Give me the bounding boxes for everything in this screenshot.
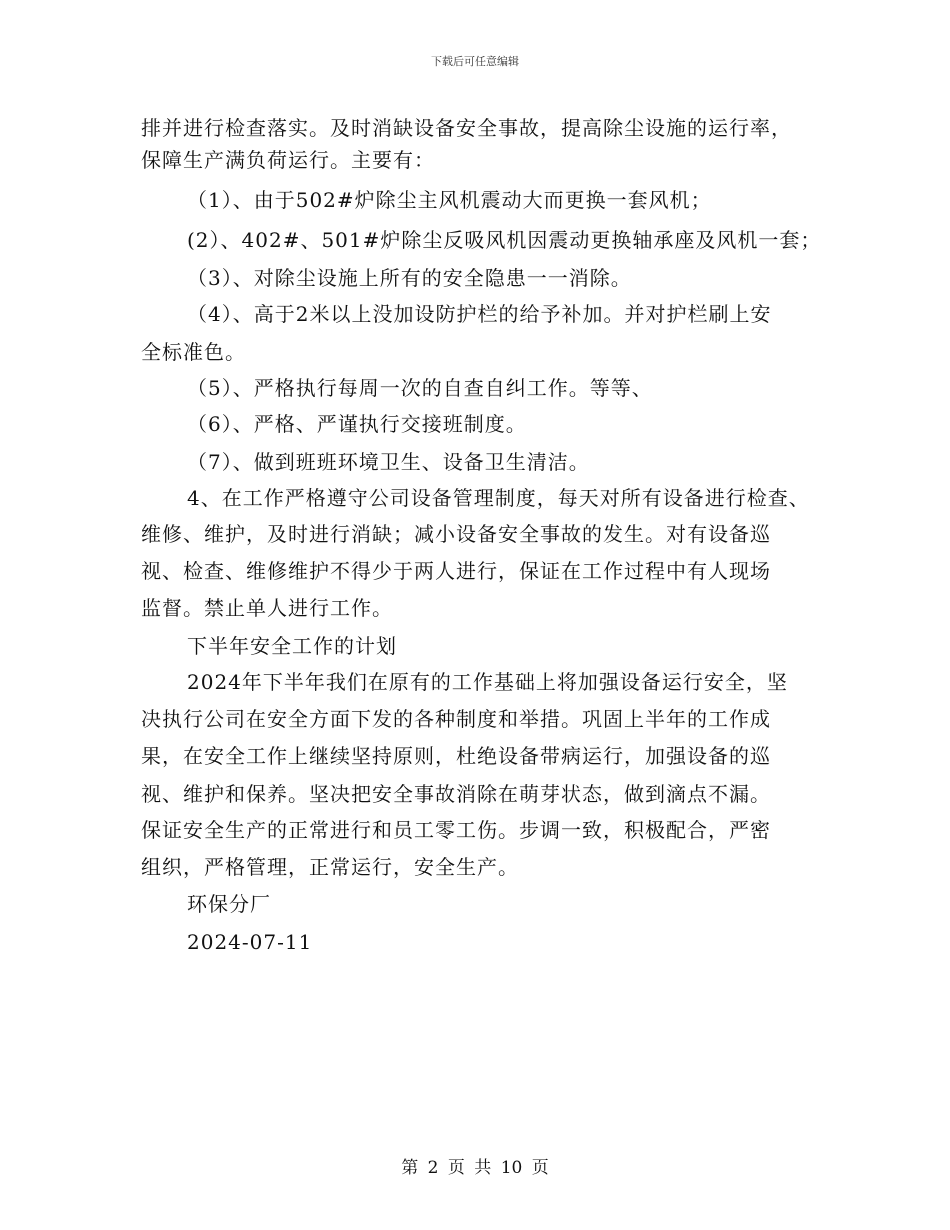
text-line: 果，在安全工作上继续坚持原则，杜绝设备带病运行，加强设备的巡 <box>141 744 771 768</box>
text-line: 全标准色。 <box>141 340 246 364</box>
page-header: 下载后可任意编辑 <box>431 55 519 68</box>
text-line: 组织，严格管理，正常运行，安全生产。 <box>141 855 519 879</box>
text-line: 视、检查、维修维护不得少于两人进行，保证在工作过程中有人现场 <box>141 559 771 583</box>
page-number: 第 2 页 共 10 页 <box>401 1158 549 1178</box>
list-item-5: （5）、严格执行每周一次的自查自纠工作。等等、 <box>187 376 653 400</box>
list-item-7: （7）、做到班班环境卫生、设备卫生清洁。 <box>187 450 590 474</box>
list-item-6: （6）、严格、严谨执行交接班制度。 <box>187 412 527 436</box>
list-item-4: （4）、高于2米以上没加设防护栏的给予补加。并对护栏刷上安 <box>187 302 772 326</box>
text-line: 保证安全生产的正常进行和员工零工伤。步调一致，积极配合，严密 <box>141 818 771 842</box>
paragraph-4-line: 4、在工作严格遵守公司设备管理制度，每天对所有设备进行检查、 <box>187 486 810 510</box>
plan-paragraph-line: 2024年下半年我们在原有的工作基础上将加强设备运行安全，坚 <box>187 670 788 694</box>
text-line: 视、维护和保养。坚决把安全事故消除在萌芽状态，做到滴点不漏。 <box>141 782 771 806</box>
section-heading: 下半年安全工作的计划 <box>187 634 397 658</box>
list-item-1: （1）、由于502#炉除尘主风机震动大而更换一套风机； <box>187 188 712 212</box>
list-item-3: （3）、对除尘设施上所有的安全隐患一一消除。 <box>187 266 632 290</box>
text-line: 保障生产满负荷运行。主要有： <box>141 148 435 172</box>
text-line: 排并进行检查落实。及时消缺设备安全事故，提高除尘设施的运行率， <box>141 116 792 140</box>
signature-org: 环保分厂 <box>187 892 271 916</box>
signature-date: 2024-07-11 <box>187 930 313 954</box>
list-item-2: (2）、402#、501#炉除尘反吸风机因震动更换轴承座及风机一套； <box>187 228 822 252</box>
text-line: 决执行公司在安全方面下发的各种制度和举措。巩固上半年的工作成 <box>141 707 771 731</box>
text-line: 监督。禁止单人进行工作。 <box>141 596 393 620</box>
text-line: 维修、维护，及时进行消缺；减小设备安全事故的发生。对有设备巡 <box>141 522 771 546</box>
